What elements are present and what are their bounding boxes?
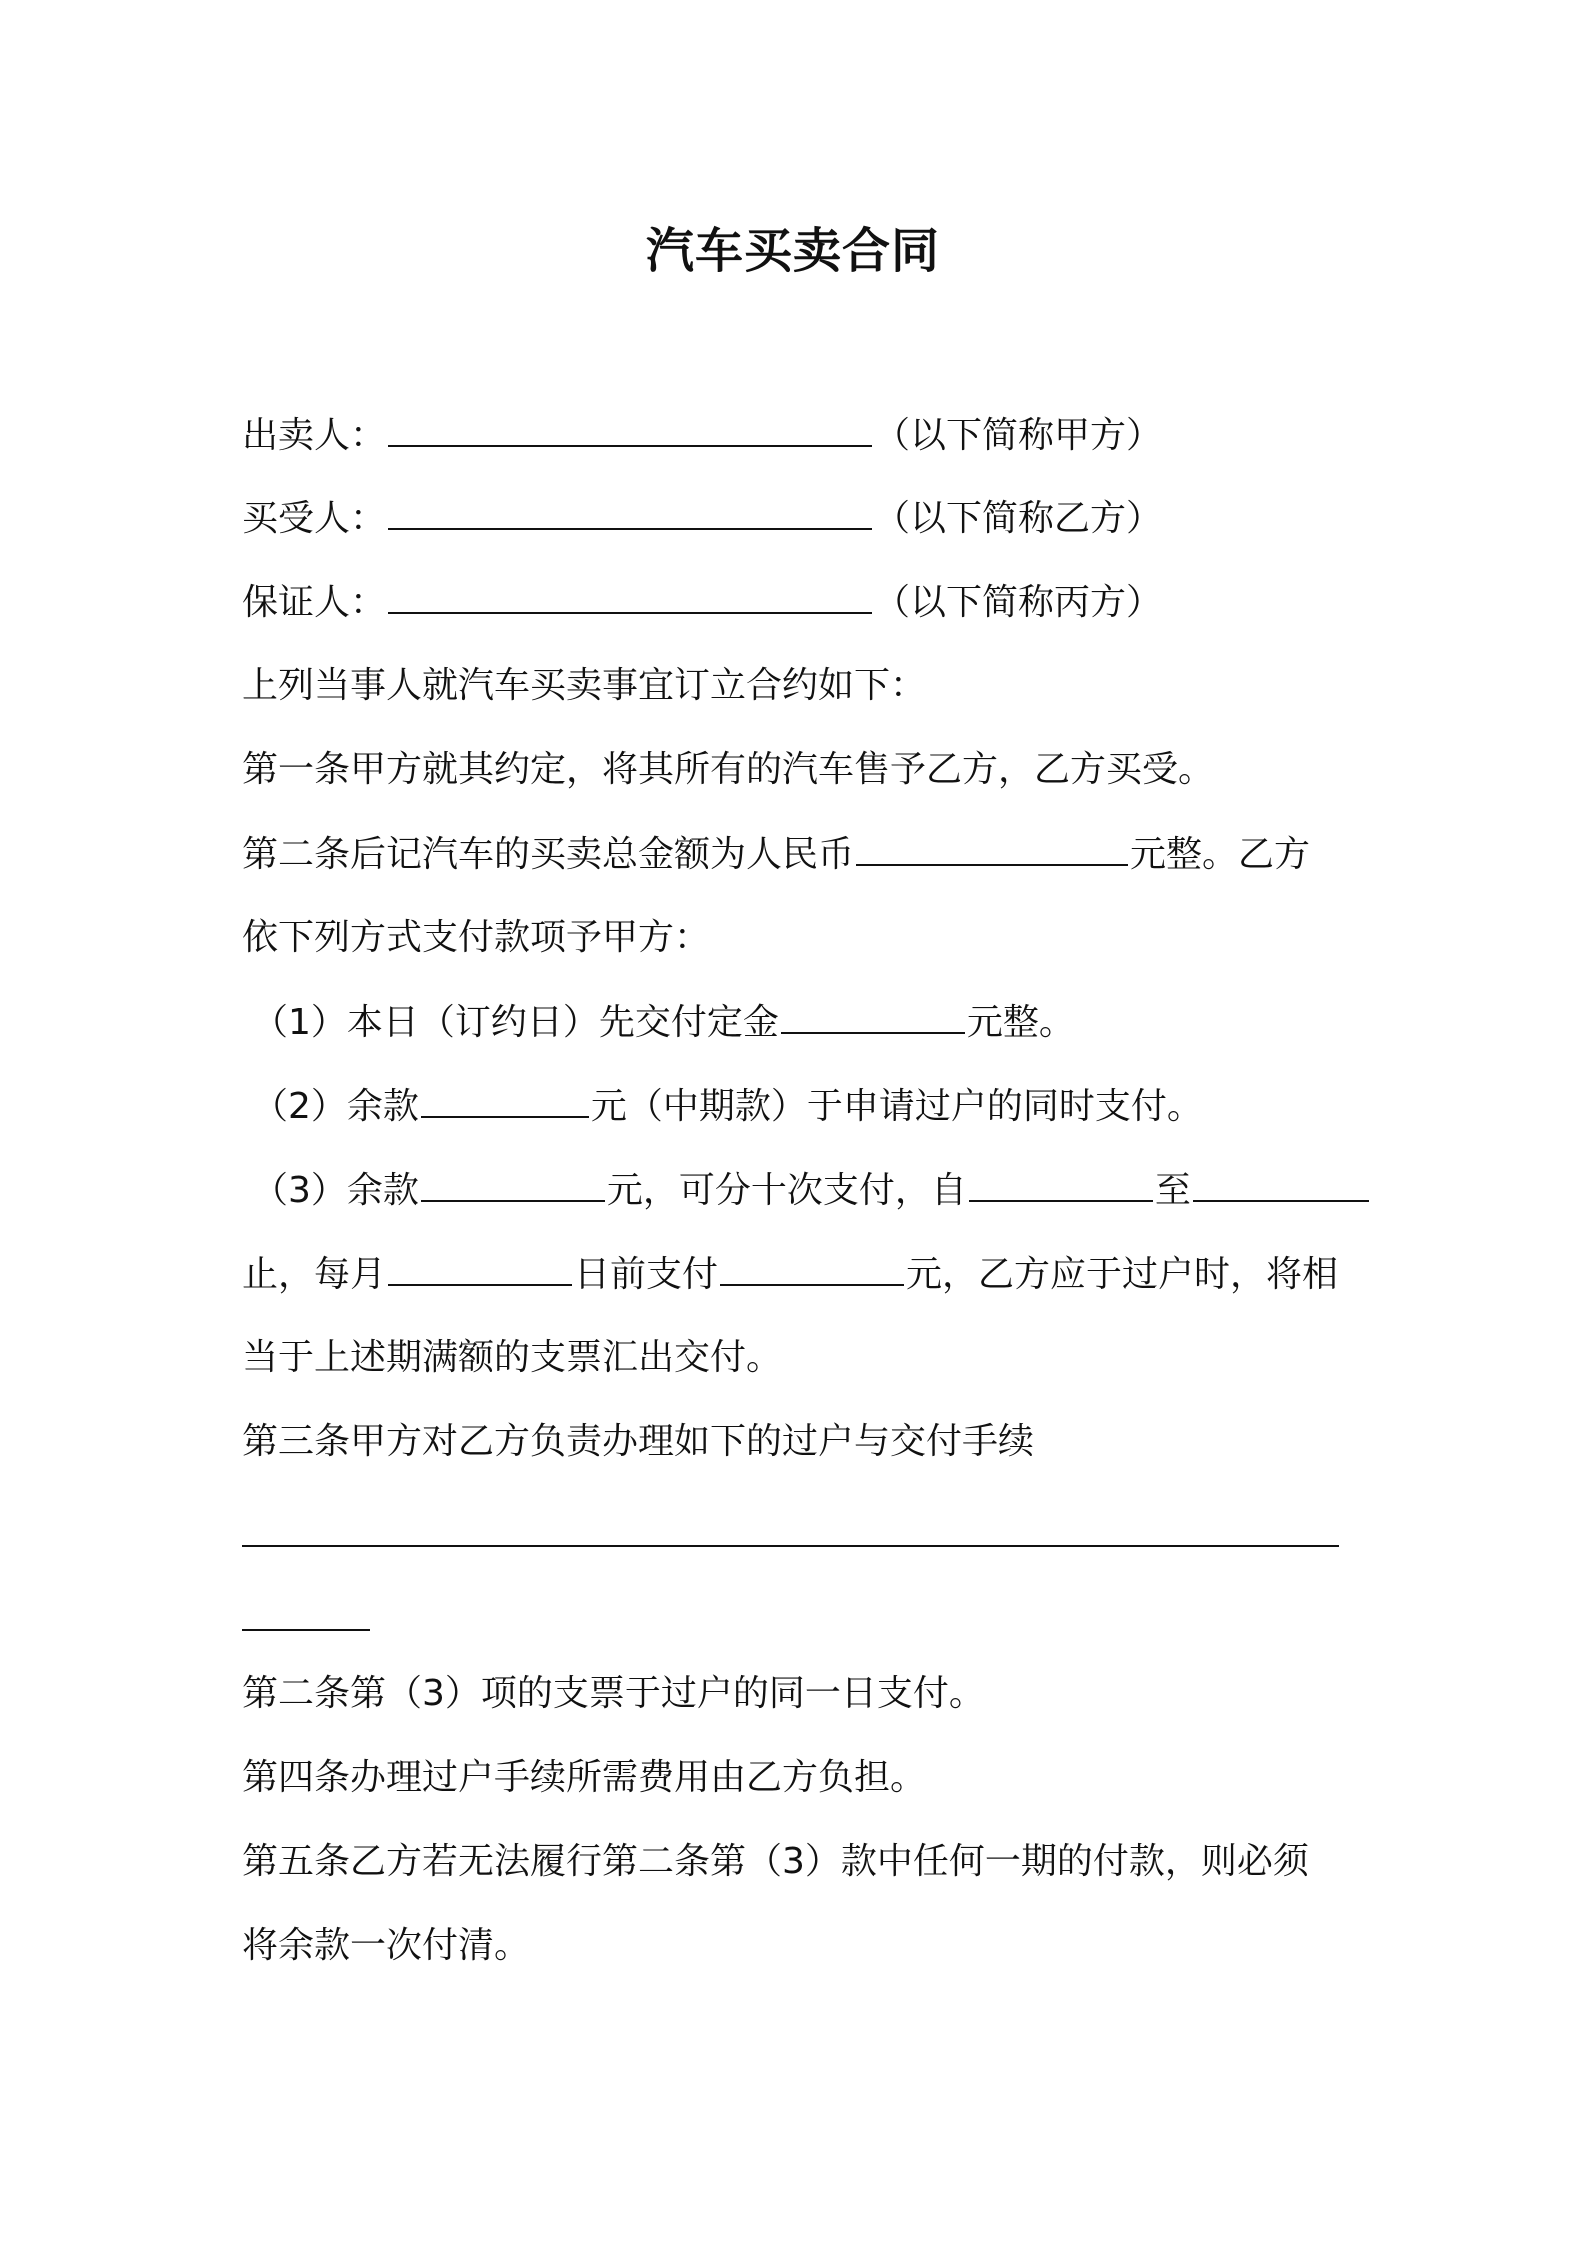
seller-line (242, 411, 1162, 460)
total-amount-blank (856, 830, 1128, 866)
guarantor-line (242, 578, 1162, 627)
article-4: 第四条办理过户手续所需费用由乙方负担。 (242, 1757, 927, 1798)
article-2-suffix: 元整。乙方 (1130, 834, 1311, 875)
item-3-line2-p3: 元，乙方应于过户时，将相 (906, 1254, 1339, 1295)
payment-item-3-line1 (252, 1166, 1371, 1215)
document-title: 汽车买卖合同 (645, 223, 940, 279)
monthly-amount-blank (720, 1250, 904, 1286)
item-3-p3: 至 (1154, 1170, 1191, 1211)
payment-item-3-line2 (242, 1250, 1338, 1299)
article-2-line2: 依下列方式支付款项予甲方： (242, 917, 711, 958)
intro-line: 上列当事人就汽车买卖事宜订立合约如下： (242, 665, 927, 706)
item-3-p1: （3）余款 (252, 1170, 419, 1211)
end-date-blank (1193, 1166, 1369, 1202)
article-5-line1: 第五条乙方若无法履行第二条第（3）款中任何一期的付款，则必须 (242, 1841, 1309, 1882)
midterm-blank (421, 1082, 589, 1118)
guarantor-suffix: （以下简称丙方） (874, 582, 1163, 623)
item-1-suffix: 元整。 (966, 1002, 1075, 1043)
article-1: 第一条甲方就其约定，将其所有的汽车售予乙方，乙方买受。 (242, 749, 1215, 790)
balance-blank (421, 1166, 605, 1202)
payment-item-2 (252, 1082, 1203, 1131)
article-2-prefix: 第二条后记汽车的买卖总金额为人民币 (242, 834, 855, 875)
item-3-p2: 元，可分十次支付，自 (606, 1170, 967, 1211)
payment-item-1 (252, 998, 1075, 1047)
seller-suffix: （以下简称甲方） (874, 415, 1163, 456)
buyer-line (242, 494, 1162, 543)
article-3: 第三条甲方对乙方负责办理如下的过户与交付手续 (242, 1421, 1035, 1462)
seller-label: 出卖人： (242, 415, 387, 456)
monthly-day-blank (388, 1250, 572, 1286)
guarantor-label: 保证人： (242, 582, 387, 623)
payment-item-3-line3: 当于上述期满额的支票汇出交付。 (242, 1337, 783, 1378)
deposit-blank (781, 998, 965, 1034)
article-3-blank-line2 (242, 1627, 370, 1631)
item-2-prefix: （2）余款 (252, 1086, 419, 1127)
item-3-line2-p2: 日前支付 (574, 1254, 719, 1295)
item-2-suffix: 元（中期款）于申请过户的同时支付。 (590, 1086, 1203, 1127)
guarantor-blank (388, 578, 872, 614)
article-2-line1 (242, 830, 1310, 879)
buyer-label: 买受人： (242, 498, 387, 539)
article-5-line2: 将余款一次付清。 (242, 1925, 531, 1966)
article-3-blank-line1 (242, 1543, 1339, 1547)
item-1-prefix: （1）本日（订约日）先交付定金 (252, 1002, 779, 1043)
start-date-blank (969, 1166, 1153, 1202)
seller-blank (388, 411, 872, 447)
article-3-note: 第二条第（3）项的支票于过户的同一日支付。 (242, 1673, 985, 1714)
buyer-suffix: （以下简称乙方） (874, 498, 1163, 539)
item-3-line2-p1: 止，每月 (242, 1254, 387, 1295)
buyer-blank (388, 494, 872, 530)
